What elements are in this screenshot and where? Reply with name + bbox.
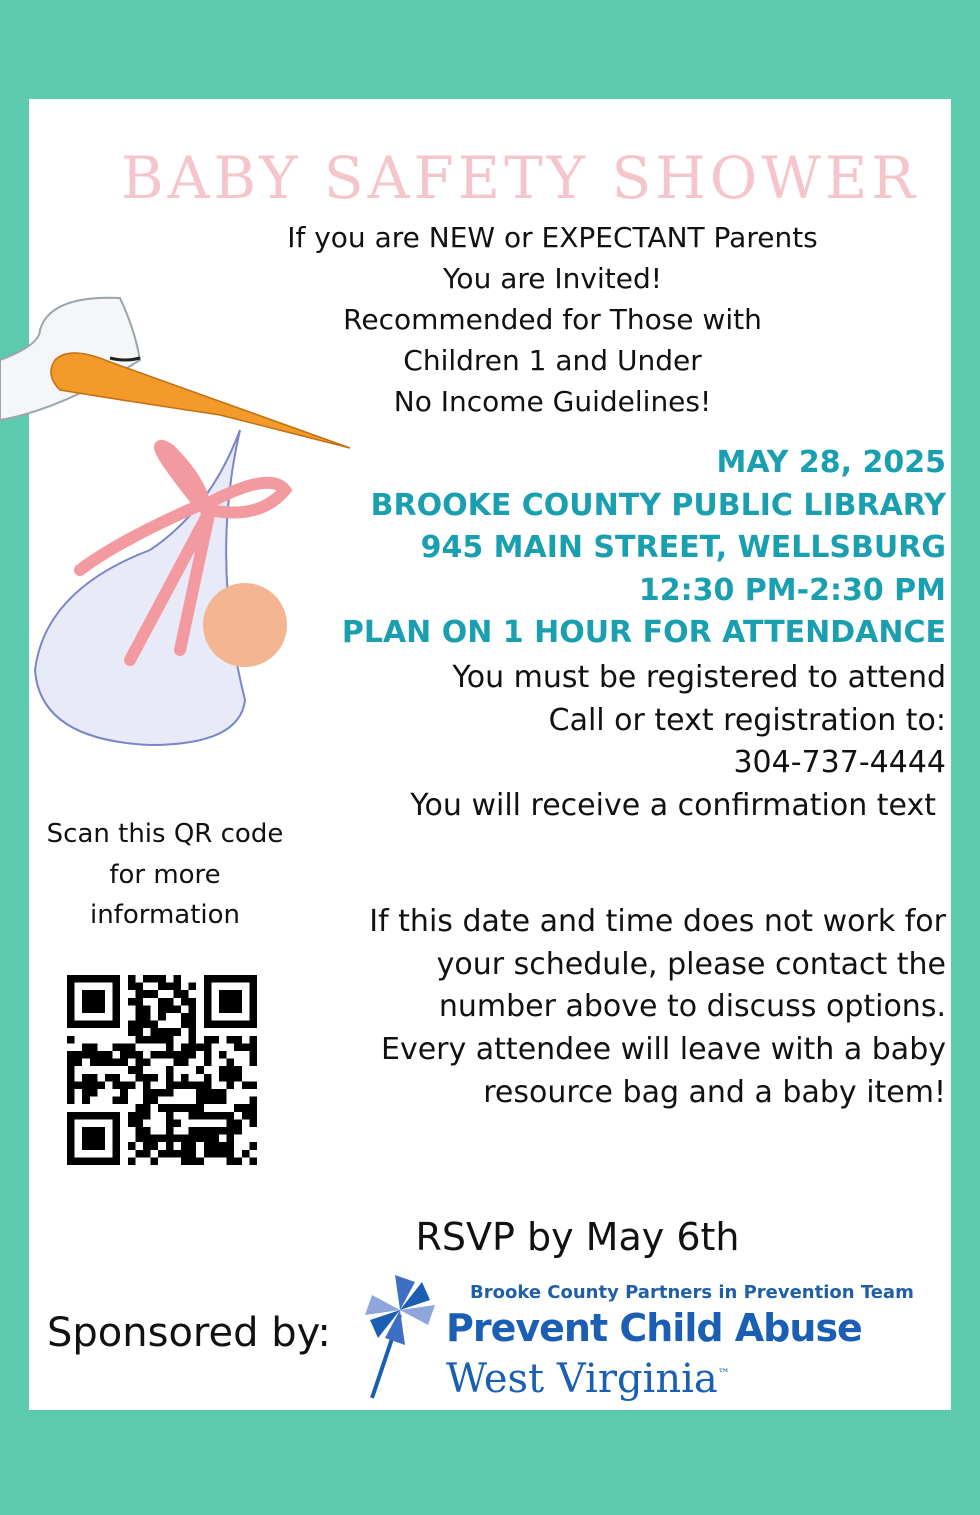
qr-module bbox=[135, 998, 143, 1006]
qr-module bbox=[158, 1005, 166, 1013]
qr-module bbox=[143, 1089, 151, 1097]
registration-line: You must be registered to attend bbox=[452, 660, 946, 695]
qr-module bbox=[143, 1013, 151, 1021]
qr-module bbox=[166, 1119, 174, 1127]
qr-module bbox=[151, 990, 159, 998]
qr-module bbox=[143, 1005, 151, 1013]
qr-module bbox=[189, 1021, 197, 1029]
qr-module bbox=[166, 1127, 174, 1135]
qr-module bbox=[173, 1135, 181, 1143]
qr-module bbox=[166, 1043, 174, 1051]
logo-state-text: West Virginia bbox=[446, 1356, 718, 1402]
qr-module bbox=[128, 1112, 136, 1120]
qr-module bbox=[181, 1043, 189, 1051]
qr-module bbox=[204, 1051, 212, 1059]
qr-module bbox=[82, 1089, 90, 1097]
qr-module bbox=[181, 1081, 189, 1089]
qr-module bbox=[113, 1059, 121, 1067]
qr-module bbox=[173, 1005, 181, 1013]
qr-module bbox=[135, 1127, 143, 1135]
qr-module bbox=[227, 1036, 235, 1044]
qr-module bbox=[204, 1036, 212, 1044]
qr-module bbox=[82, 1081, 90, 1089]
qr-module bbox=[135, 1135, 143, 1143]
qr-module bbox=[128, 1157, 136, 1165]
qr-module bbox=[158, 1135, 166, 1143]
qr-module bbox=[196, 1081, 204, 1089]
qr-module bbox=[196, 1097, 204, 1105]
qr-module bbox=[105, 1059, 113, 1067]
qr-module bbox=[151, 1036, 159, 1044]
qr-module bbox=[234, 1119, 242, 1127]
qr-module bbox=[189, 1036, 197, 1044]
qr-module bbox=[105, 1051, 113, 1059]
intro-line: Recommended for Those with bbox=[343, 303, 762, 336]
qr-module bbox=[82, 1051, 90, 1059]
qr-module bbox=[196, 1104, 204, 1112]
registration-line: You will receive a confirmation text bbox=[410, 788, 936, 823]
qr-module bbox=[135, 1028, 143, 1036]
qr-module bbox=[181, 998, 189, 1006]
stork-illustration bbox=[0, 290, 360, 760]
qr-module bbox=[204, 1059, 212, 1067]
qr-module bbox=[242, 1112, 250, 1120]
qr-module bbox=[67, 1051, 75, 1059]
note-line: number above to discuss options. bbox=[438, 989, 946, 1024]
qr-module bbox=[128, 1051, 136, 1059]
qr-module bbox=[166, 1135, 174, 1143]
qr-module bbox=[173, 1028, 181, 1036]
qr-module bbox=[67, 1089, 75, 1097]
qr-module bbox=[135, 983, 143, 991]
event-date: MAY 28, 2025 bbox=[716, 445, 946, 480]
qr-module bbox=[249, 1043, 257, 1051]
qr-module bbox=[143, 1127, 151, 1135]
qr-module bbox=[204, 1150, 212, 1158]
qr-module bbox=[90, 1043, 98, 1051]
qr-module bbox=[166, 1150, 174, 1158]
qr-module bbox=[151, 1157, 159, 1165]
qr-module bbox=[151, 1051, 159, 1059]
qr-module bbox=[151, 1135, 159, 1143]
qr-module bbox=[219, 1066, 227, 1074]
qr-caption: information bbox=[89, 900, 241, 930]
qr-module bbox=[227, 1142, 235, 1150]
qr-module bbox=[181, 1150, 189, 1158]
qr-module bbox=[67, 1036, 75, 1044]
qr-module bbox=[143, 1104, 151, 1112]
event-duration: PLAN ON 1 HOUR FOR ATTENDANCE bbox=[341, 615, 946, 650]
qr-module bbox=[227, 1112, 235, 1120]
qr-module bbox=[242, 1081, 250, 1089]
qr-module bbox=[90, 1059, 98, 1067]
qr-module bbox=[143, 990, 151, 998]
qr-module bbox=[181, 990, 189, 998]
sponsored-by-label: Sponsored by: bbox=[47, 1310, 331, 1356]
qr-module bbox=[158, 983, 166, 991]
qr-module bbox=[166, 1104, 174, 1112]
qr-module bbox=[219, 1150, 227, 1158]
qr-module bbox=[113, 1081, 121, 1089]
qr-module bbox=[120, 1059, 128, 1067]
qr-module bbox=[242, 1104, 250, 1112]
qr-module bbox=[211, 1112, 219, 1120]
note-line: Every attendee will leave with a baby bbox=[381, 1032, 946, 1067]
qr-module bbox=[189, 1135, 197, 1143]
qr-module bbox=[128, 975, 136, 983]
qr-module bbox=[173, 1119, 181, 1127]
qr-module bbox=[166, 1142, 174, 1150]
qr-module bbox=[67, 1081, 75, 1089]
qr-module bbox=[143, 1081, 151, 1089]
qr-module bbox=[113, 1074, 121, 1082]
qr-module bbox=[67, 1066, 75, 1074]
qr-module bbox=[189, 1104, 197, 1112]
qr-module bbox=[181, 1135, 189, 1143]
qr-module bbox=[189, 1127, 197, 1135]
qr-module bbox=[151, 1028, 159, 1036]
qr-module bbox=[105, 1074, 113, 1082]
qr-module bbox=[249, 1097, 257, 1105]
qr-module bbox=[219, 1089, 227, 1097]
qr-module bbox=[90, 1074, 98, 1082]
qr-module bbox=[227, 1059, 235, 1067]
qr-module bbox=[128, 1119, 136, 1127]
qr-module bbox=[151, 1021, 159, 1029]
qr-module bbox=[181, 1157, 189, 1165]
intro-line: No Income Guidelines! bbox=[393, 385, 712, 418]
qr-module bbox=[211, 1097, 219, 1105]
qr-module bbox=[211, 1150, 219, 1158]
qr-module bbox=[120, 1097, 128, 1105]
qr-module bbox=[204, 1081, 212, 1089]
qr-module bbox=[166, 1036, 174, 1044]
qr-module bbox=[211, 1127, 219, 1135]
qr-module bbox=[196, 1089, 204, 1097]
qr-module bbox=[242, 1150, 250, 1158]
qr-module bbox=[143, 975, 151, 983]
qr-module bbox=[67, 1097, 75, 1105]
qr-module bbox=[189, 1112, 197, 1120]
qr-module bbox=[82, 1097, 90, 1105]
qr-module bbox=[135, 1021, 143, 1029]
qr-module bbox=[120, 1089, 128, 1097]
qr-module bbox=[90, 1089, 98, 1097]
qr-module bbox=[143, 1036, 151, 1044]
qr-module bbox=[204, 1089, 212, 1097]
qr-module bbox=[204, 1043, 212, 1051]
qr-module bbox=[249, 1119, 257, 1127]
note-line: resource bag and a baby item! bbox=[483, 1075, 946, 1110]
qr-module bbox=[181, 1104, 189, 1112]
qr-module bbox=[158, 1013, 166, 1021]
qr-module bbox=[128, 998, 136, 1006]
qr-module bbox=[249, 1157, 257, 1165]
qr-module bbox=[158, 1051, 166, 1059]
qr-module bbox=[128, 983, 136, 991]
qr-module bbox=[135, 1074, 143, 1082]
intro-line: If you are NEW or EXPECTANT Parents bbox=[287, 221, 818, 254]
qr-module bbox=[82, 1043, 90, 1051]
logo-state bbox=[446, 1356, 730, 1402]
qr-module bbox=[82, 1127, 105, 1150]
qr-module bbox=[135, 1013, 143, 1021]
qr-module bbox=[90, 1081, 98, 1089]
qr-module bbox=[196, 1135, 204, 1143]
qr-module bbox=[249, 1142, 257, 1150]
qr-module bbox=[234, 1043, 242, 1051]
qr-module bbox=[158, 1150, 166, 1158]
qr-module bbox=[181, 1059, 189, 1067]
qr-module bbox=[189, 1150, 197, 1158]
qr-module bbox=[219, 1097, 227, 1105]
qr-module bbox=[234, 1104, 242, 1112]
qr-module bbox=[204, 1135, 212, 1143]
qr-module bbox=[166, 983, 174, 991]
qr-module bbox=[249, 1112, 257, 1120]
qr-module bbox=[128, 1081, 136, 1089]
registration-phone[interactable]: 304-737-4444 bbox=[733, 745, 946, 780]
qr-module bbox=[158, 1089, 166, 1097]
qr-module bbox=[196, 1112, 204, 1120]
qr-module bbox=[158, 1028, 166, 1036]
qr-module bbox=[196, 1043, 204, 1051]
qr-module bbox=[120, 1043, 128, 1051]
qr-module bbox=[166, 1089, 174, 1097]
qr-module bbox=[219, 1112, 227, 1120]
qr-module bbox=[227, 1127, 235, 1135]
logo-org-name: Prevent Child Abuse bbox=[446, 1306, 862, 1350]
qr-module bbox=[234, 1074, 242, 1082]
qr-module bbox=[75, 1059, 83, 1067]
qr-module bbox=[128, 1066, 136, 1074]
qr-module bbox=[173, 990, 181, 998]
qr-module bbox=[166, 1081, 174, 1089]
qr-module bbox=[234, 1127, 242, 1135]
event-address: 945 MAIN STREET, WELLSBURG bbox=[420, 530, 946, 565]
qr-module bbox=[219, 1127, 227, 1135]
qr-module bbox=[166, 1051, 174, 1059]
qr-module bbox=[158, 998, 166, 1006]
qr-module bbox=[166, 1074, 174, 1082]
qr-caption: for more bbox=[109, 860, 221, 890]
qr-module bbox=[211, 1036, 219, 1044]
qr-module bbox=[173, 1104, 181, 1112]
qr-module bbox=[181, 1021, 189, 1029]
qr-module bbox=[211, 1135, 219, 1143]
qr-module bbox=[249, 1036, 257, 1044]
qr-module bbox=[204, 1142, 212, 1150]
qr-module bbox=[135, 1150, 143, 1158]
qr-module bbox=[204, 1097, 212, 1105]
qr-module bbox=[181, 1074, 189, 1082]
qr-module bbox=[143, 1142, 151, 1150]
qr-module bbox=[158, 1036, 166, 1044]
qr-module bbox=[158, 975, 166, 983]
note-line: If this date and time does not work for bbox=[369, 904, 946, 939]
qr-module bbox=[166, 1028, 174, 1036]
qr-module bbox=[242, 1043, 250, 1051]
trademark: ™ bbox=[717, 1366, 730, 1381]
qr-module bbox=[227, 1081, 235, 1089]
qr-module bbox=[166, 998, 174, 1006]
qr-module bbox=[143, 1021, 151, 1029]
pinwheel-icon bbox=[360, 1270, 450, 1400]
qr-module bbox=[135, 1051, 143, 1059]
qr-module bbox=[82, 1074, 90, 1082]
qr-module bbox=[113, 1097, 121, 1105]
qr-module bbox=[189, 1142, 197, 1150]
qr-module bbox=[128, 1043, 136, 1051]
qr-module bbox=[219, 1051, 227, 1059]
qr-module bbox=[151, 1089, 159, 1097]
qr-module bbox=[189, 998, 197, 1006]
qr-module bbox=[211, 1142, 219, 1150]
qr-module bbox=[143, 1074, 151, 1082]
qr-module bbox=[211, 1089, 219, 1097]
qr-module bbox=[234, 1036, 242, 1044]
qr-module bbox=[204, 1074, 212, 1082]
qr-module bbox=[82, 990, 105, 1013]
qr-module bbox=[227, 1066, 235, 1074]
qr-module bbox=[234, 1066, 242, 1074]
qr-module bbox=[128, 1142, 136, 1150]
qr-module bbox=[97, 1081, 105, 1089]
qr-code[interactable] bbox=[67, 975, 257, 1165]
qr-module bbox=[67, 1059, 75, 1067]
qr-module bbox=[189, 1028, 197, 1036]
qr-module bbox=[219, 1142, 227, 1150]
qr-module bbox=[128, 1021, 136, 1029]
qr-caption: Scan this QR code bbox=[46, 819, 284, 849]
qr-module bbox=[204, 1112, 212, 1120]
qr-module bbox=[234, 1157, 242, 1165]
qr-module bbox=[219, 990, 242, 1013]
qr-module bbox=[173, 1051, 181, 1059]
event-venue: BROOKE COUNTY PUBLIC LIBRARY bbox=[370, 488, 946, 523]
qr-module bbox=[227, 1135, 235, 1143]
qr-module bbox=[173, 1150, 181, 1158]
qr-module bbox=[135, 1066, 143, 1074]
qr-module bbox=[189, 1005, 197, 1013]
qr-module bbox=[75, 1081, 83, 1089]
qr-module bbox=[173, 975, 181, 983]
qr-module bbox=[158, 1104, 166, 1112]
qr-module bbox=[249, 1059, 257, 1067]
qr-module bbox=[189, 1081, 197, 1089]
qr-module bbox=[173, 1059, 181, 1067]
qr-module bbox=[135, 1036, 143, 1044]
qr-module bbox=[189, 1051, 197, 1059]
qr-module bbox=[135, 1112, 143, 1120]
qr-module bbox=[97, 1059, 105, 1067]
qr-module bbox=[173, 983, 181, 991]
note-line: your schedule, please contact the bbox=[436, 947, 946, 982]
qr-module bbox=[166, 1112, 174, 1120]
qr-module bbox=[90, 1051, 98, 1059]
intro-line: Children 1 and Under bbox=[403, 344, 702, 377]
qr-module bbox=[189, 1043, 197, 1051]
qr-module bbox=[249, 1104, 257, 1112]
qr-module bbox=[166, 1066, 174, 1074]
qr-module bbox=[143, 1112, 151, 1120]
qr-module bbox=[189, 983, 197, 991]
qr-module bbox=[227, 1074, 235, 1082]
qr-module bbox=[143, 1097, 151, 1105]
qr-module bbox=[181, 1051, 189, 1059]
qr-module bbox=[189, 1157, 197, 1165]
qr-module bbox=[151, 1142, 159, 1150]
qr-module bbox=[196, 1157, 204, 1165]
qr-module bbox=[120, 1051, 128, 1059]
qr-module bbox=[249, 1081, 257, 1089]
rsvp-deadline: RSVP by May 6th bbox=[415, 1215, 740, 1259]
intro-line: You are Invited! bbox=[443, 262, 662, 295]
qr-module bbox=[181, 1013, 189, 1021]
qr-module bbox=[151, 975, 159, 983]
qr-module bbox=[97, 1051, 105, 1059]
qr-module bbox=[227, 1157, 235, 1165]
event-time: 12:30 PM-2:30 PM bbox=[638, 573, 946, 608]
qr-module bbox=[143, 1150, 151, 1158]
qr-module bbox=[113, 1043, 121, 1051]
qr-module bbox=[166, 1005, 174, 1013]
qr-module bbox=[219, 1074, 227, 1082]
qr-module bbox=[120, 1081, 128, 1089]
qr-module bbox=[143, 1135, 151, 1143]
qr-module bbox=[75, 1051, 83, 1059]
qr-module bbox=[67, 1074, 75, 1082]
qr-module bbox=[128, 1028, 136, 1036]
qr-module bbox=[189, 1013, 197, 1021]
qr-module bbox=[135, 1059, 143, 1067]
flyer-title: BABY SAFETY SHOWER bbox=[121, 144, 919, 212]
qr-module bbox=[151, 1097, 159, 1105]
qr-module bbox=[143, 1059, 151, 1067]
qr-module bbox=[249, 1051, 257, 1059]
logo-team-name: Brooke County Partners in Prevention Team bbox=[470, 1282, 914, 1303]
qr-module bbox=[151, 1074, 159, 1082]
qr-module bbox=[204, 1127, 212, 1135]
qr-module bbox=[135, 1005, 143, 1013]
qr-module bbox=[196, 1127, 204, 1135]
qr-module bbox=[135, 1104, 143, 1112]
qr-module bbox=[227, 1150, 235, 1158]
qr-module bbox=[135, 990, 143, 998]
qr-module bbox=[196, 1066, 204, 1074]
registration-line: Call or text registration to: bbox=[548, 703, 946, 738]
qr-module bbox=[181, 1142, 189, 1150]
qr-module bbox=[173, 1081, 181, 1089]
qr-module bbox=[227, 1119, 235, 1127]
qr-module bbox=[135, 1119, 143, 1127]
